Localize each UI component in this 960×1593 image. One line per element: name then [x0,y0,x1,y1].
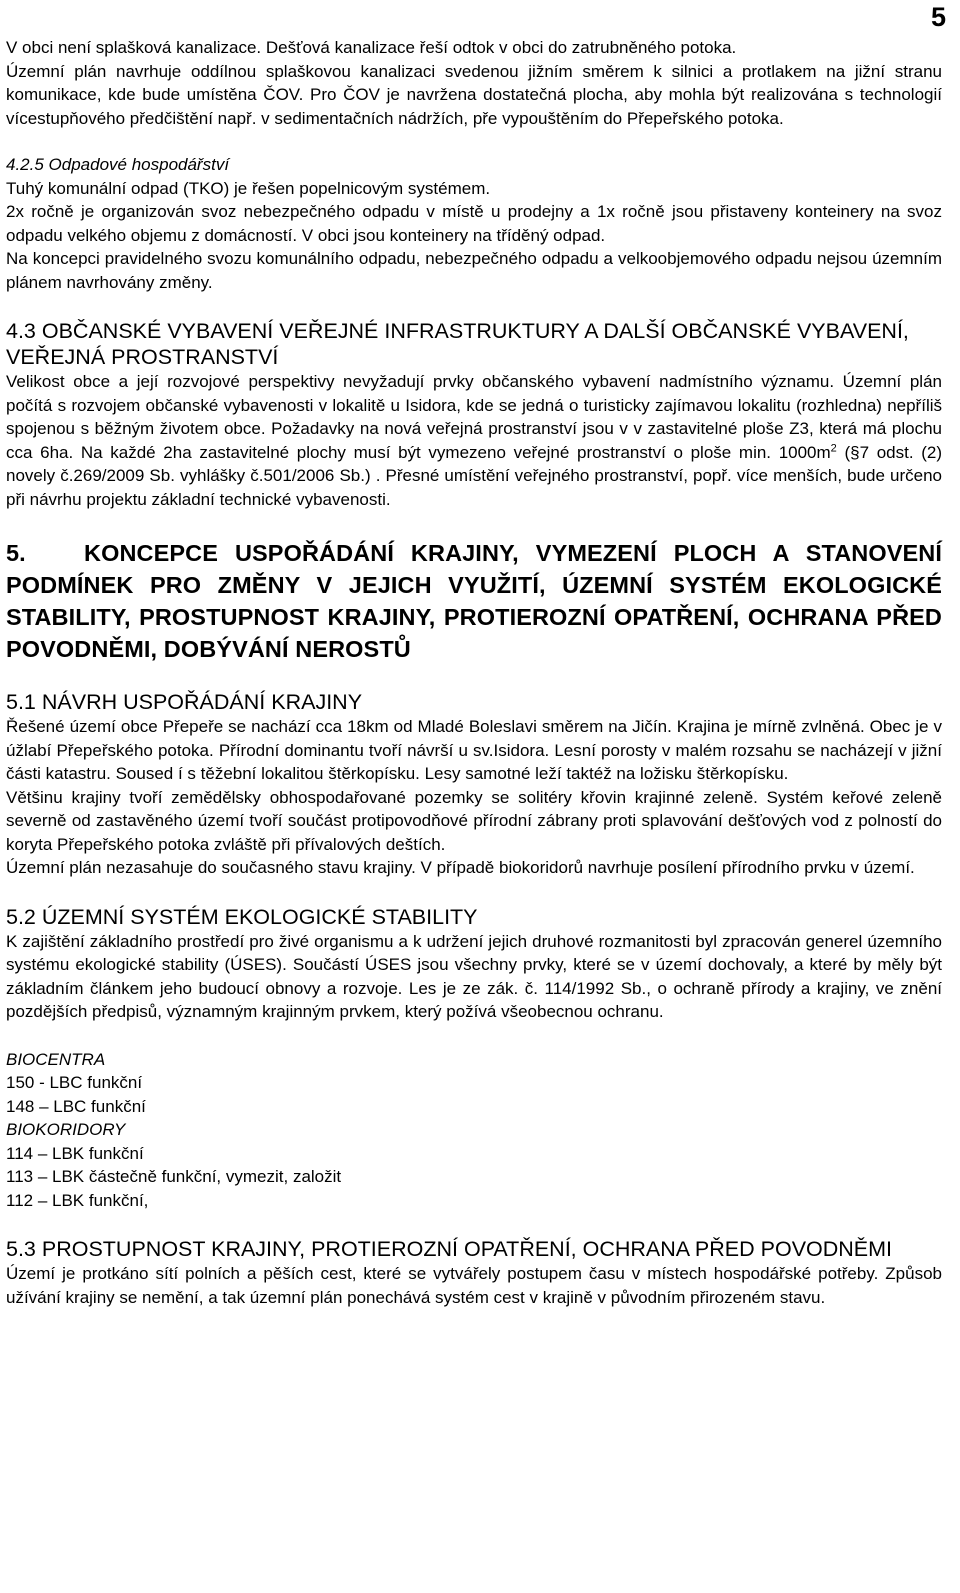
list-item: 113 – LBK částečně funkční, vymezit, založit [6,1167,342,1186]
biocentra-title: BIOCENTRA [6,1049,106,1069]
waste-paragraph-1: Tuhý komunální odpad (TKO) je řešen popelnicovým systémem. [6,178,491,198]
section-5-3-heading: 5.3 PROSTUPNOST KRAJINY, PROTIEROZNÍ OPATŘENÍ, OCHRANA PŘED POVODNĚMI [6,1237,893,1261]
chapter-5-heading [6,537,942,665]
section-5-2-paragraph: K zajištění základního prostředí pro živé organismu a k udržení jejich druhové rozmanitosti byl zpracován generel územního systému ekologické stability (ÚSES). Součástí ÚSES jsou všechny prvky, které se v území dochovaly, a které by měly být základním článkem jeho budoucí obnovy a rozvoje. Les je ze zák. č. 114/1992 Sb., o ochraně přírody a krajiny, ve znění pozdějších předpisů, významným krajinným prvkem, který požívá všeobecnou ochranu. [6,931,942,1021]
document-page [6,0,942,1309]
section-4-3-text-b: (§7 odst. (2) novely č.269/2009 Sb. vyhlášky č.501/2006 Sb.) . Přesné umístění veřejného prostranství, popř. více menších, bude určeno při návrhu projektu základní technické vybavenosti. [6,442,942,509]
section-5-1-paragraph-3: Územní plán nezasahuje do současného stavu krajiny. V případě biokoridorů navrhuje posílení přírodního prvku v území. [6,858,915,877]
section-5-3-paragraph: Území je protkáno sítí polních a pěších cest, které se vytvářely postupem času v místech hospodářské potřeby. Způsob užívání krajiny se nemění, a tak územní plán ponechává systém cest v krajině v původním přirozeném stavu. [6,1264,942,1307]
section-5-2-heading: 5.2 ÚZEMNÍ SYSTÉM EKOLOGICKÉ STABILITY [6,904,478,929]
list-item: 112 – LBK funkční, [6,1190,149,1210]
section-5-1-paragraph-1: Řešené území obce Přepeře se nachází cca 18km od Mladé Boleslavi směrem na Jičín. Krajina je mírně zvlněná. Obec je v úžlabí Přepeřského potoka. Přírodní dominantu tvoří návrší u sv.Isidora. Lesní porosty v malém rozsahu se nacházejí v jižní části katastru. Soused í s těžební lokalitou štěrkopísku. Lesy samotné leží taktéž na ložisku štěrkopísku. [6,717,942,783]
section-5-1-paragraph-2: Většinu krajiny tvoří zemědělsky obhospodařované pozemky se solitéry křovin krajinné zeleně. Systém keřové zeleně severně od zastavěného území tvoří součást protipovodňové přírodní zábrany proti splavování dešťových vod z polností do koryta Přepeřského potoka zvláště při přívalových deštích. [6,787,942,854]
section-5-1-heading: 5.1 NÁVRH USPOŘÁDÁNÍ KRAJINY [6,690,363,714]
section-4-3-text-a: Velikost obce a její rozvojové perspektivy nevyžadují prvky občanského vybavení nadmístního významu. Územní plán počítá s rozvojem občanské vybavenosti v lokalitě u Isidora, kde se jedná o turisticky zajímavou lokalitu (rozhledna) nepříliš spojenou s běžným životem obce. Požadavky na nová veřejná prostranství jsou v v zastavitelné ploše Z3, která má plochu cca 6ha. Na každé 2ha zastavitelné plochy musí být vymezeno veřejné prostranství o ploše min. 1000m [6,372,942,462]
waste-paragraph-2: 2x ročně je organizován svoz nebezpečného odpadu v místě u prodejny a 1x ročně jsou přistaveny konteinery na svoz odpadu velkého objemu z domácností. V obci jsou konteinery na tříděný odpad. [6,202,942,245]
waste-paragraph-3: Na koncepci pravidelného svozu komunálního odpadu, nebezpečného odpadu a velkoobjemového odpadu nejsou územním plánem navrhovány změny. [6,249,942,292]
sewer-paragraph-1: V obci není splašková kanalizace. Dešťová kanalizace řeší odtok v obci do zatrubněného potoka. [6,38,737,57]
superscript: 2 [830,441,837,454]
biokoridory-title: BIOKORIDORY [6,1120,126,1139]
chapter-number: 5. [6,540,26,566]
waste-heading: 4.2.5 Odpadové hospodářství [6,155,230,174]
list-item: 148 – LBC funkční [6,1096,146,1116]
list-item: 114 – LBK funkční [6,1143,144,1163]
uses-list [6,1048,942,1213]
page-number: 5 [930,2,946,32]
sewer-paragraph-2: Územní plán navrhuje oddílnou splaškovou kanalizaci svedenou jižním směrem k silnici a protlakem na jižní stranu komunikace, kde bude umístěna ČOV. Pro ČOV je navržena dostatečná plocha, aby mohla být realizována s technologií vícestupňového předčištění např. v sedimentačních nádržích, pře vypouštěním do Přepeřského potoka. [6,61,942,128]
section-4-3-paragraph [6,370,942,511]
section-4-3-heading: 4.3 OBČANSKÉ VYBAVENÍ VEŘEJNÉ INFRASTRUKTURY A DALŠÍ OBČANSKÉ VYBAVENÍ, VEŘEJNÁ PROSTRANSTVÍ [6,319,909,369]
chapter-title: KONCEPCE USPOŘÁDÁNÍ KRAJINY, VYMEZENÍ PLOCH A STANOVENÍ PODMÍNEK PRO ZMĚNY V JEJICH VYUŽITÍ, ÚZEMNÍ SYSTÉM EKOLOGICKÉ STABILITY, PROSTUPNOST KRAJINY, PROTIEROZNÍ OPATŘENÍ, OCHRANA PŘED POVODNĚMI, DOBÝVÁNÍ NEROSTŮ [6,540,942,662]
list-item: 150 - LBC funkční [6,1073,143,1092]
